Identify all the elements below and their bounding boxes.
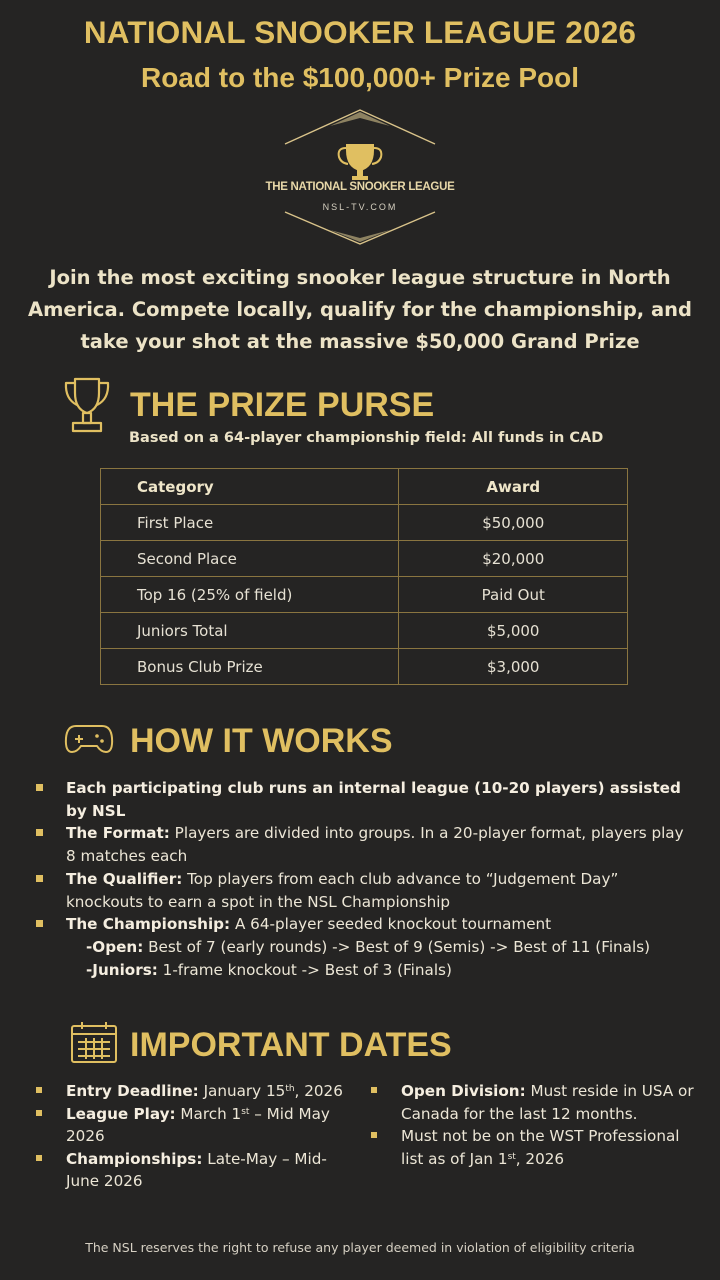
- award-cell: $50,000: [399, 505, 628, 541]
- footer-disclaimer: The NSL reserves the right to refuse any player deemed in violation of eligibility criteria: [85, 1240, 635, 1255]
- list-subitem: [36, 936, 696, 959]
- table-row: [101, 505, 628, 541]
- item-text: , 2026: [515, 1149, 565, 1168]
- list-item: [36, 913, 696, 936]
- intro-line: take your shot at the massive $50,000 Grand Prize: [80, 330, 640, 353]
- logo-url: NSL-TV.COM: [322, 202, 398, 212]
- item-text: Top players from each club advance to “Judgement Day” knockouts to earn a spot in the NSL Championship: [66, 869, 619, 911]
- award-cell: $20,000: [399, 541, 628, 577]
- how-heading: HOW IT WORKS: [130, 722, 393, 760]
- bullet-icon: [36, 875, 43, 882]
- how-list: [36, 777, 696, 981]
- list-item: [36, 822, 696, 867]
- item-label: The Format:: [66, 824, 170, 843]
- item-label: The Qualifier:: [66, 869, 183, 888]
- item-text: , 2026: [294, 1082, 343, 1100]
- list-subitem: [36, 959, 696, 982]
- intro-line: Join the most exciting snooker league structure in North: [49, 266, 671, 289]
- bullet-icon: [36, 1110, 42, 1116]
- award-cell: $3,000: [399, 649, 628, 685]
- item-label: Entry Deadline:: [66, 1082, 199, 1100]
- eligibility-list: [371, 1080, 701, 1170]
- intro-line: America. Compete locally, qualify for the championship, and: [28, 298, 692, 321]
- table-header-row: [101, 469, 628, 505]
- trophy-icon: [62, 375, 112, 439]
- list-item: [36, 1080, 352, 1103]
- category-cell: Top 16 (25% of field): [101, 577, 399, 613]
- item-text: Must reside in USA or Canada for the last 12 months.: [401, 1082, 694, 1123]
- item-text: March 1: [175, 1104, 242, 1123]
- item-text: Late-May – Mid-June 2026: [66, 1149, 327, 1191]
- item-text: Must not be on the WST Professional list as of Jan 1: [401, 1127, 680, 1168]
- item-label: Open Division:: [401, 1082, 526, 1100]
- dates-heading: IMPORTANT DATES: [130, 1026, 452, 1064]
- item-text: Best of 7 (early rounds) -> Best of 9 (Semis) -> Best of 11 (Finals): [143, 937, 651, 956]
- dates-list: [36, 1080, 352, 1193]
- item-text: Players are divided into groups. In a 20-player format, players play 8 matches each: [66, 824, 684, 866]
- list-item: [371, 1125, 701, 1170]
- prize-table: [100, 468, 628, 685]
- bullet-icon: [371, 1132, 377, 1138]
- table-row: [101, 613, 628, 649]
- bullet-icon: [36, 1155, 42, 1161]
- item-label: Championships:: [66, 1149, 203, 1168]
- item-text: – Mid May 2026: [66, 1104, 330, 1146]
- category-cell: Juniors Total: [101, 613, 399, 649]
- item-label: -Juniors:: [86, 960, 158, 979]
- item-label: The Championship:: [66, 915, 231, 934]
- list-item: [371, 1080, 701, 1125]
- award-cell: Paid Out: [399, 577, 628, 613]
- bullet-icon: [36, 1087, 42, 1093]
- trophy-icon: [339, 144, 382, 180]
- award-cell: $5,000: [399, 613, 628, 649]
- table-row: [101, 541, 628, 577]
- bullet-icon: [36, 920, 43, 927]
- page-title: NATIONAL SNOOKER LEAGUE 2026: [83, 14, 637, 50]
- calendar-icon: [70, 1020, 118, 1064]
- gamepad-icon: [64, 722, 114, 756]
- table-row: [101, 577, 628, 613]
- list-item: [36, 1103, 352, 1148]
- list-item: [36, 777, 696, 822]
- bullet-icon: [371, 1087, 377, 1093]
- column-header-award: Award: [399, 469, 628, 505]
- nsl-logo: [270, 108, 450, 248]
- item-label: -Open:: [86, 937, 144, 956]
- list-item: [36, 1148, 352, 1193]
- logo-name: THE NATIONAL SNOOKER LEAGUE: [265, 181, 455, 193]
- item-text: Each participating club runs an internal league (10-20 players) assisted by NSL: [66, 779, 681, 820]
- category-cell: Second Place: [101, 541, 399, 577]
- intro-paragraph: [20, 262, 700, 358]
- ordinal: th: [285, 1084, 295, 1094]
- item-text: 1-frame knockout -> Best of 3 (Finals): [157, 960, 452, 979]
- ordinal: st: [507, 1151, 516, 1162]
- page-subtitle: Road to the $100,000+ Prize Pool: [140, 62, 580, 93]
- item-text: January 15: [198, 1082, 286, 1100]
- column-header-category: Category: [101, 469, 399, 505]
- bullet-icon: [36, 784, 43, 791]
- list-item: [36, 868, 696, 913]
- category-cell: First Place: [101, 505, 399, 541]
- prize-subheading: Based on a 64-player championship field: All funds in CAD: [129, 430, 604, 446]
- category-cell: Bonus Club Prize: [101, 649, 399, 685]
- item-label: League Play:: [66, 1104, 176, 1123]
- table-row: [101, 649, 628, 685]
- prize-heading: THE PRIZE PURSE: [130, 386, 435, 424]
- ordinal: st: [241, 1106, 250, 1117]
- item-text: A 64-player seeded knockout tournament: [230, 915, 552, 934]
- bullet-icon: [36, 829, 43, 836]
